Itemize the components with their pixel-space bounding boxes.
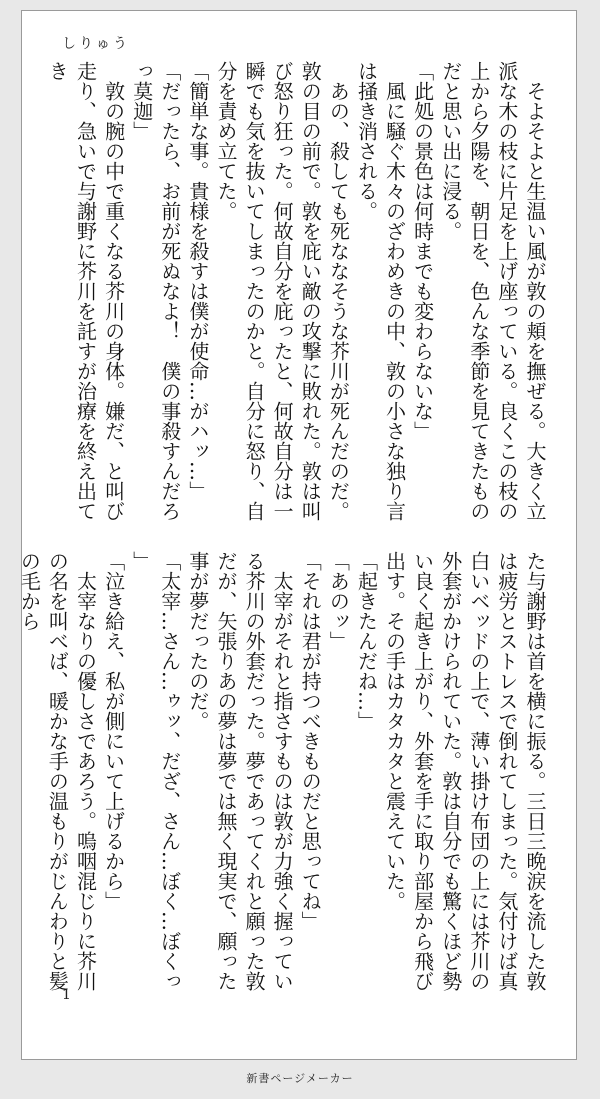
page-number: 1 (62, 987, 71, 1003)
paragraph: あの、殺しても死ななそうな芥川が死んだのだ。敦の目の前で。敦を庇い敵の攻撃に敗れた。敦は叫び怒り狂った。何故自分を庇ったと、何故自分は一瞬でも気を抜いてしまったのかと。自分に怒り、自分を責め立てた。 (213, 61, 351, 521)
dialogue-line: 「起きたんだね…」 (354, 551, 379, 731)
dialogue-line: 「太宰…さん…ゥッ、だざ、さん…ぼく…ぼくっ」 (129, 551, 182, 991)
footer-app-credit: 新書ページメーカー (246, 1072, 354, 1085)
text-column-top-tier (43, 61, 549, 523)
dialogue-line: 「あのッ」 (326, 551, 351, 651)
dialogue-line: 「簡単な事。貴様を殺すは僕が使命…がハッ…」 (185, 61, 210, 501)
paragraph: そよそよと生温い風が敦の頬を撫ぜる。大きく立派な木の枝に片足を上げ座っている。良くこの枝の上から夕陽を、朝日を、色んな季節を見てきたものだと思い出に浸る。 (438, 61, 547, 521)
dialogue-line: 「泣き給え、私が側にいて上げるから」 (101, 551, 126, 911)
running-header-title: しりゅう (62, 36, 130, 52)
paragraph: 敦の腕の中で重くなる芥川の身体。嫌だ、と叫び走り、急いで与謝野に芥川を託すが治療を終え出てき (45, 61, 126, 521)
paragraph: 太宰なりの優しさであろう。嗚咽混じりに芥川の名を叫べば、暖かな手の温もりがじんわりと髪の毛から (17, 551, 98, 991)
dialogue-line: 「それは君が持つべきものだと思ってね」 (298, 551, 323, 931)
text-column-bottom-tier (17, 551, 549, 991)
dialogue-line: 「此処の景色は何時までも変わらないな」 (410, 61, 435, 441)
dialogue-line: 「だったら、お前が死ぬなよ！ 僕の事殺すんだろっ莫迦」 (129, 61, 182, 521)
book-page (17, 10, 577, 1060)
paragraph: た与謝野は首を横に振る。三日三晩涙を流した敦は疲労とストレスで倒れてしまった。気付けば真白いベッドの上で、薄い掛け布団の上には芥川の外套がかけられていた。敦は自分でも驚くほど勢い良く起き上がり、外套を手に取り部屋から飛び出す。その手はカタカタと震えていた。 (382, 551, 547, 991)
paragraph: 風に騒ぐ木々のざわめきの中、敦の小さな独り言は掻き消される。 (354, 61, 407, 521)
paragraph: 太宰がそれと指さすものは敦が力強く握っている芥川の外套だった。夢であってくれと願った敦だが、矢張りあの夢は夢では無く現実で、願った事が夢だったのだ。 (185, 551, 295, 991)
